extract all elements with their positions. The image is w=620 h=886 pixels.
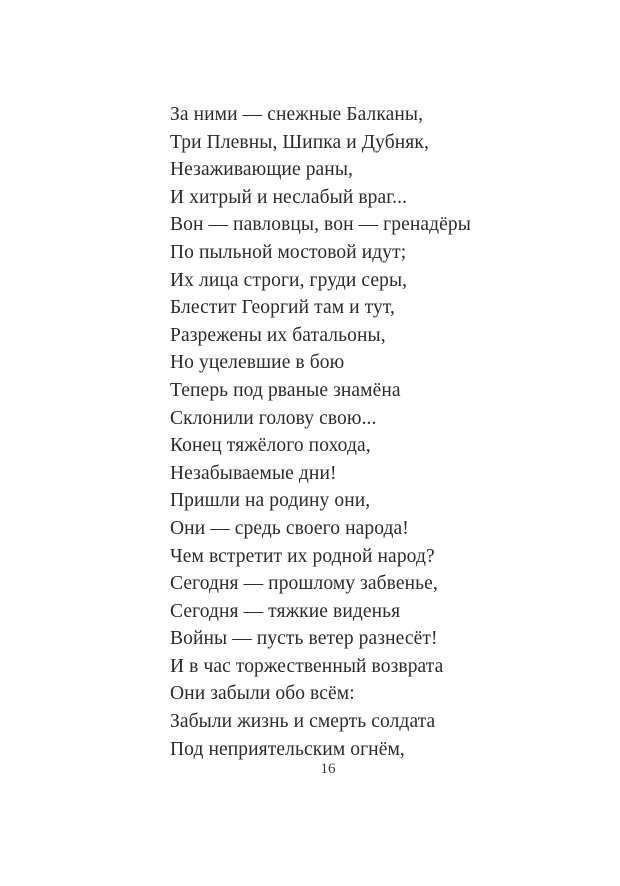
poem-line: Вон — павловцы, вон — гренадёры [170, 214, 471, 236]
poem-line: И в час торжественный возврата [170, 655, 444, 677]
poem-line: Они забыли обо всём: [170, 683, 355, 705]
poem-line: Забыли жизнь и смерть солдата [170, 711, 436, 733]
poem-line: Пришли на родину они, [170, 490, 371, 512]
poem-line: Незабываемые дни! [170, 462, 337, 484]
poem-line: Под неприятельским огнём, [170, 738, 405, 760]
poem-line: Но уцелевшие в бою [170, 352, 345, 374]
poem-line: Чем встретит их родной народ? [170, 545, 435, 567]
poem-line: Разрежены их батальоны, [170, 324, 386, 346]
poem-line: Три Плевны, Шипка и Дубняк, [170, 131, 429, 153]
poem-line: Они — средь своего народа! [170, 517, 409, 539]
poem-line: Склонили голову свою... [170, 407, 377, 429]
poem-line: По пыльной мостовой идут; [170, 241, 407, 263]
poem-line: Сегодня — тяжкие виденья [170, 600, 401, 622]
poem-line: Их лица строги, груди серы, [170, 269, 408, 291]
poem-line: За ними — снежные Балканы, [170, 104, 424, 125]
poem [170, 101, 500, 763]
poem-line: Теперь под рваные знамёна [170, 379, 401, 401]
poem-line: Конец тяжёлого похода, [170, 435, 371, 457]
poem-line: Блестит Георгий там и тут, [170, 297, 395, 319]
poem-line: Незаживающие раны, [170, 159, 354, 181]
page-number: 16 [320, 761, 336, 777]
poem-line: И хитрый и неслабый враг... [170, 186, 408, 208]
poem-line: Войны — пусть ветер разнесёт! [170, 628, 438, 650]
poem-line: Сегодня — прошлому забвенье, [170, 573, 438, 595]
